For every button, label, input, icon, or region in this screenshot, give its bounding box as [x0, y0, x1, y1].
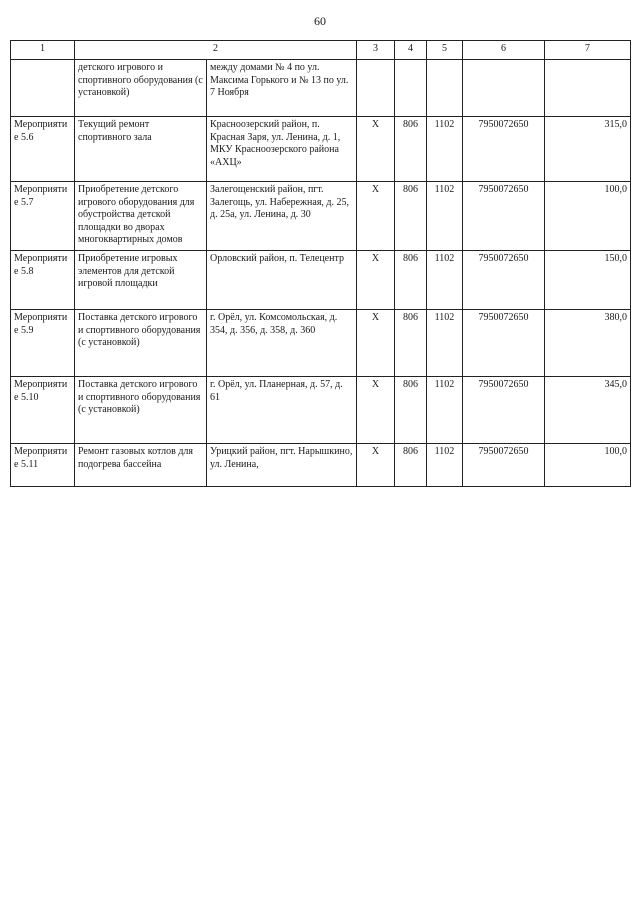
- x-mark: X: [357, 251, 395, 310]
- amount: [545, 60, 631, 117]
- budget-table: [10, 40, 631, 487]
- code-806: 806: [395, 310, 427, 377]
- amount: 315,0: [545, 117, 631, 182]
- x-mark: [357, 60, 395, 117]
- target-code: 7950072650: [463, 182, 545, 251]
- event-name: Поставка детского игрового и спортивного оборудования (с установкой): [75, 377, 207, 444]
- event-address: Урицкий район, пгт. Нарышкино, ул. Ленина,: [207, 444, 357, 487]
- amount: 380,0: [545, 310, 631, 377]
- code-1102: 1102: [427, 251, 463, 310]
- code-806: [395, 60, 427, 117]
- header-cell: 7: [545, 41, 631, 60]
- target-code: 7950072650: [463, 444, 545, 487]
- table-row: [11, 444, 631, 487]
- header-cell: 5: [427, 41, 463, 60]
- code-806: 806: [395, 251, 427, 310]
- header-cell: 2: [75, 41, 357, 60]
- code-1102: [427, 60, 463, 117]
- event-name: Ремонт газовых котлов для подогрева бассейна: [75, 444, 207, 487]
- event-name: Приобретение детского игрового оборудования для обустройства детской площадки во дворах многоквартирных домов: [75, 182, 207, 251]
- event-number: Мероприятие 5.7: [11, 182, 75, 251]
- x-mark: X: [357, 310, 395, 377]
- event-number: Мероприятие 5.11: [11, 444, 75, 487]
- x-mark: X: [357, 117, 395, 182]
- event-number: Мероприятие 5.6: [11, 117, 75, 182]
- header-cell: 1: [11, 41, 75, 60]
- event-number: [11, 60, 75, 117]
- amount: 100,0: [545, 444, 631, 487]
- x-mark: X: [357, 444, 395, 487]
- code-1102: 1102: [427, 182, 463, 251]
- code-806: 806: [395, 444, 427, 487]
- table-row: [11, 182, 631, 251]
- event-address: г. Орёл, ул. Комсомольская, д. 354, д. 356, д. 358, д. 360: [207, 310, 357, 377]
- event-address: между домами № 4 по ул. Максима Горького и № 13 по ул. 7 Ноября: [207, 60, 357, 117]
- event-address: Залегощенский район, пгт. Залегощь, ул. Набережная, д. 25, д. 25а, ул. Ленина, д. 30: [207, 182, 357, 251]
- x-mark: X: [357, 182, 395, 251]
- header-cell: 6: [463, 41, 545, 60]
- code-1102: 1102: [427, 117, 463, 182]
- event-number: Мероприятие 5.10: [11, 377, 75, 444]
- table-row: [11, 377, 631, 444]
- code-1102: 1102: [427, 444, 463, 487]
- code-1102: 1102: [427, 377, 463, 444]
- target-code: 7950072650: [463, 117, 545, 182]
- event-name: Текущий ремонт спортивного зала: [75, 117, 207, 182]
- header-cell: 3: [357, 41, 395, 60]
- target-code: [463, 60, 545, 117]
- table-row: [11, 251, 631, 310]
- event-name: Поставка детского игрового и спортивного оборудования (с установкой): [75, 310, 207, 377]
- code-806: 806: [395, 377, 427, 444]
- event-address: г. Орёл, ул. Планерная, д. 57, д. 61: [207, 377, 357, 444]
- event-address: Орловский район, п. Телецентр: [207, 251, 357, 310]
- amount: 150,0: [545, 251, 631, 310]
- header-row: [11, 41, 631, 60]
- code-1102: 1102: [427, 310, 463, 377]
- x-mark: X: [357, 377, 395, 444]
- event-name: Приобретение игровых элементов для детской игровой площадки: [75, 251, 207, 310]
- target-code: 7950072650: [463, 377, 545, 444]
- event-address: Красноозерский район, п. Красная Заря, ул. Ленина, д. 1, МКУ Красноозерского района «АХЦ»: [207, 117, 357, 182]
- event-number: Мероприятие 5.9: [11, 310, 75, 377]
- target-code: 7950072650: [463, 310, 545, 377]
- amount: 345,0: [545, 377, 631, 444]
- target-code: 7950072650: [463, 251, 545, 310]
- code-806: 806: [395, 182, 427, 251]
- table-row: [11, 60, 631, 117]
- event-number: Мероприятие 5.8: [11, 251, 75, 310]
- page-number: 60: [314, 14, 326, 28]
- table-row: [11, 117, 631, 182]
- header-cell: 4: [395, 41, 427, 60]
- event-name: детского игрового и спортивного оборудования (с установкой): [75, 60, 207, 117]
- amount: 100,0: [545, 182, 631, 251]
- code-806: 806: [395, 117, 427, 182]
- table-row: [11, 310, 631, 377]
